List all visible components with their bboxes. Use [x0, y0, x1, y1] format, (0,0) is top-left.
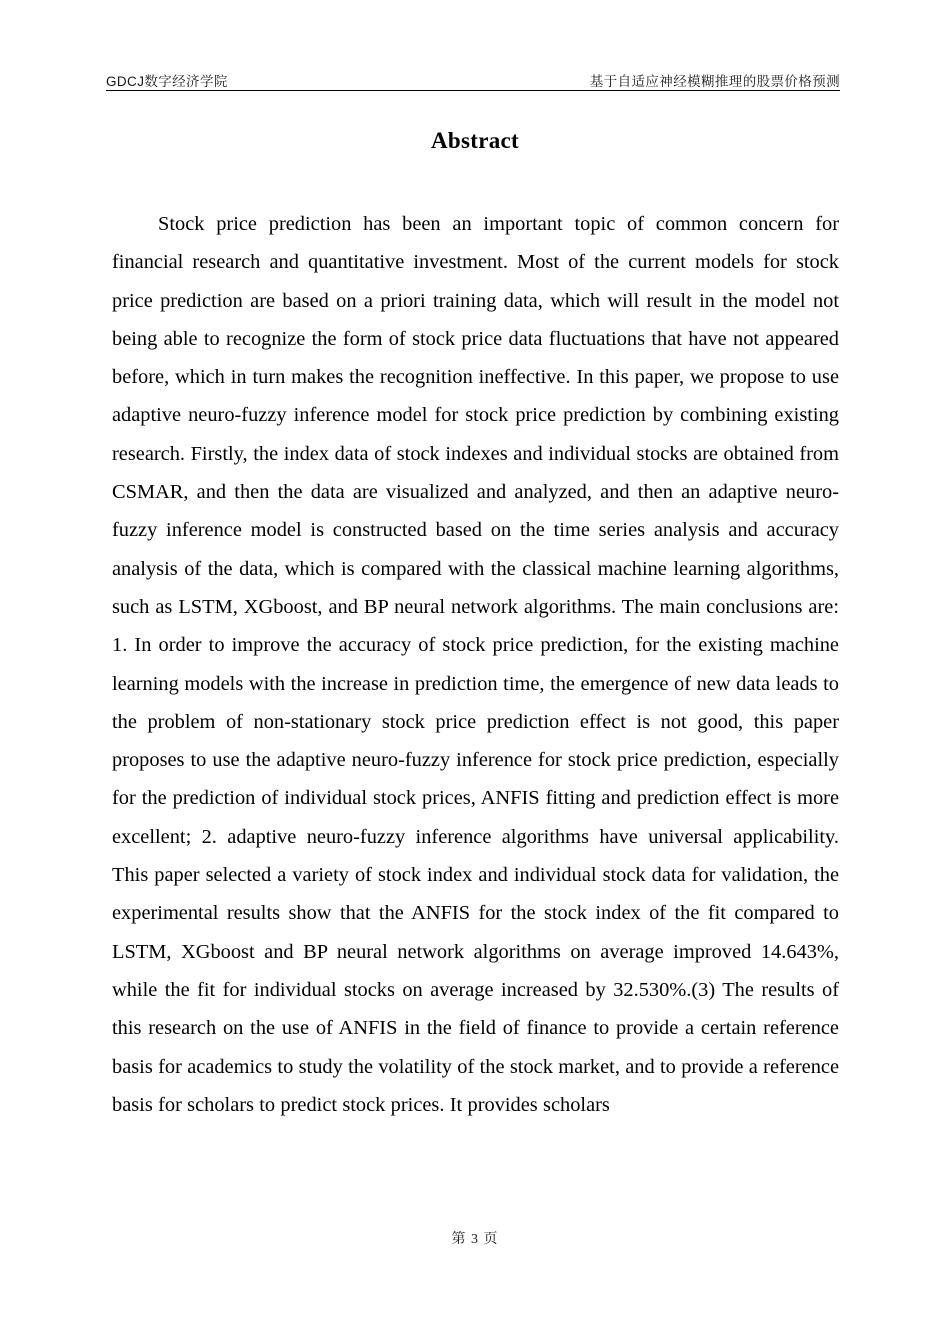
header-divider-rule: [106, 90, 840, 91]
header-thesis-title: 基于自适应神经模糊推理的股票价格预测: [589, 73, 840, 89]
abstract-paragraph: Stock price prediction has been an important topic of common concern for financial research and quantitative investment. Most of the current models for stock price prediction are based on a priori training data, which will result in the model not being able to recognize the form of stock price data fluctuations that have not appeared before, which in turn makes the recognition ineffective. In this paper, we propose to use adaptive neuro-fuzzy inference model for stock price prediction by combining existing research. Firstly, the index data of stock indexes and individual stocks are obtained from CSMAR, and then the data are visualized and analyzed, and then an adaptive neuro-fuzzy inference model is constructed based on the time series analysis and accuracy analysis of the data, which is compared with the classical machine learning algorithms, such as LSTM, XGboost, and BP neural network algorithms. The main conclusions are: 1. In order to improve the accuracy of stock price prediction, for the existing machine learning models with the increase in prediction time, the emergence of new data leads to the problem of non-stationary stock price prediction effect is not good, this paper proposes to use the adaptive neuro-fuzzy inference for stock price prediction, especially for the prediction of individual stock prices, ANFIS fitting and prediction effect is more excellent; 2. adaptive neuro-fuzzy inference algorithms have universal applicability. This paper selected a variety of stock index and individual stock data for validation, the experimental results show that the ANFIS for the stock index of the fit compared to LSTM, XGboost and BP neural network algorithms on average improved 14.643%, while the fit for individual stocks on average increased by 32.530%.(3) The results of this research on the use of ANFIS in the field of finance to provide a certain reference basis for academics to study the volatility of the stock market, and to provide a reference basis for scholars to predict stock prices. It provides scholars: [112, 213, 839, 1116]
running-header: [106, 62, 840, 88]
page-title: Abstract: [431, 128, 519, 154]
footer-page-number: 第 3 页: [451, 1232, 499, 1247]
header-institution: GDCJ数字经济学院: [106, 73, 228, 89]
